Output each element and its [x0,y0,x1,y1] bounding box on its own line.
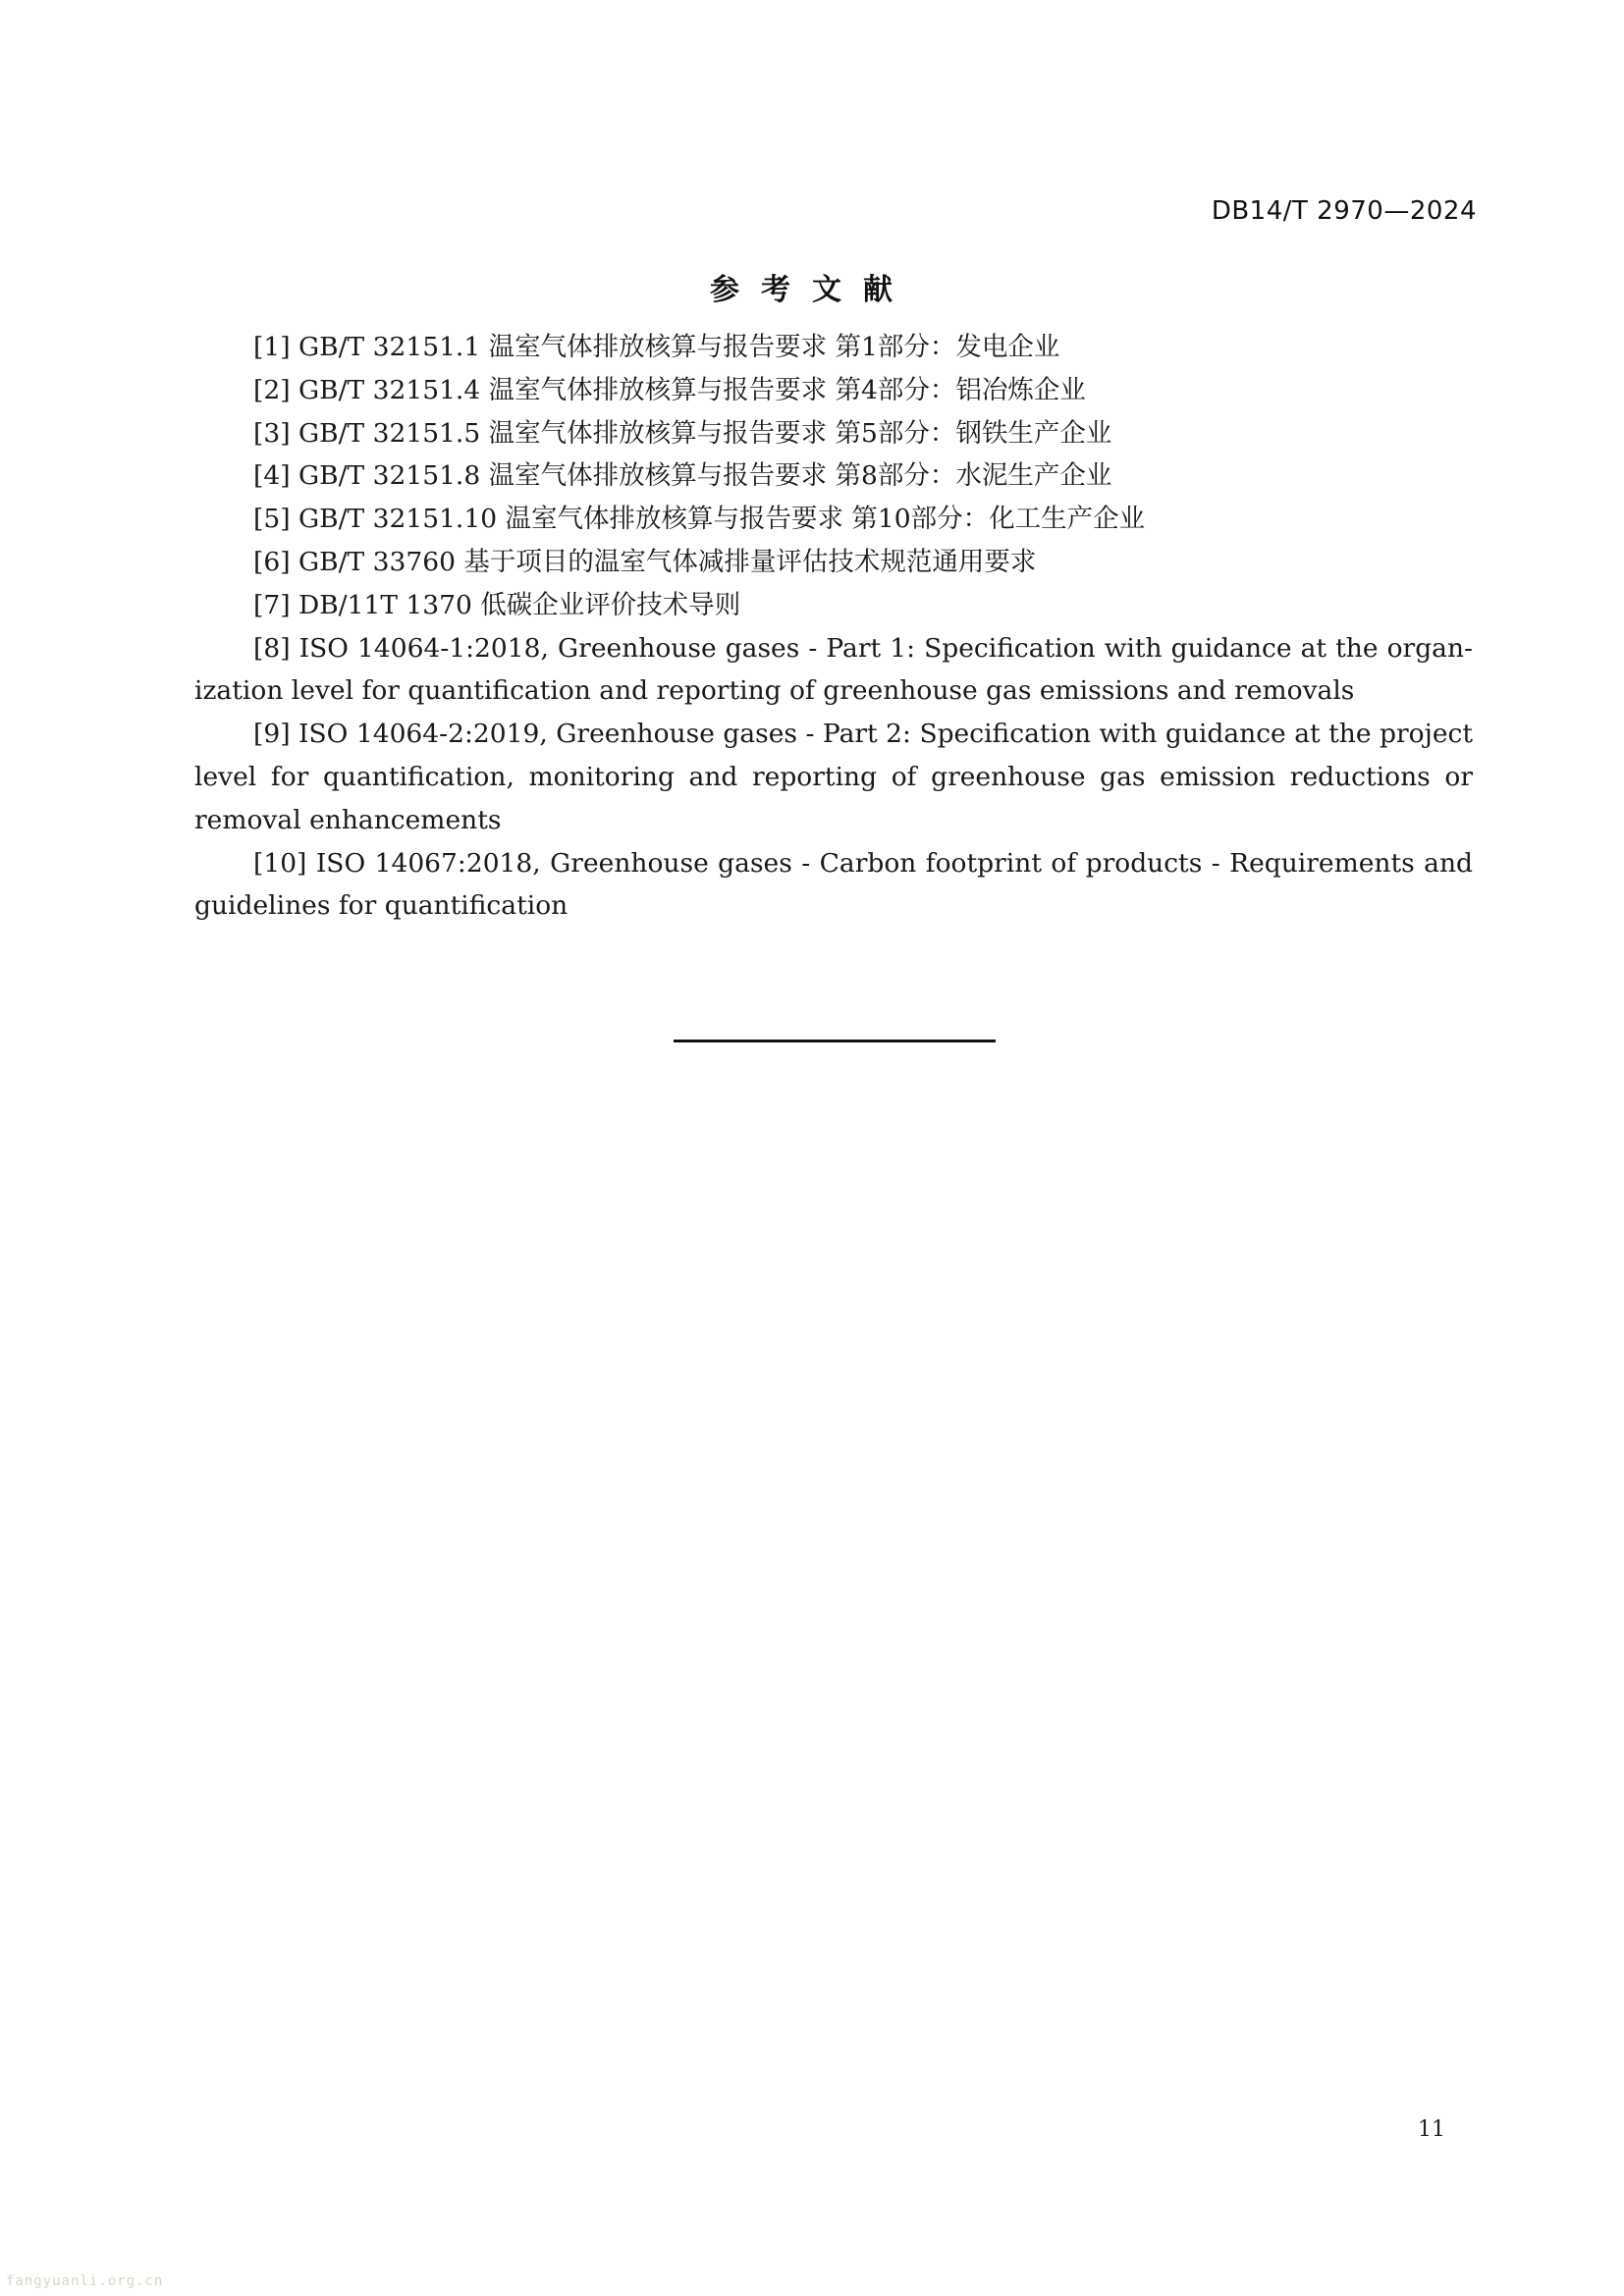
reference-item: [8] ISO 14064-1:2018, Greenhouse gases - Part 1: Specification with guidance at the organ-ization level for quantification and reporting of greenhouse gas emissions and removals [194,632,1473,707]
section-title: 参考文献 [710,273,914,307]
reference-item: [9] ISO 14064-2:2019, Greenhouse gases - Part 2: Specification with guidance at the project level for quantification, monitoring and reporting of greenhouse gas emission reductions or removal enhancements [194,719,1473,835]
reference-item: [4] GB/T 32151.8 温室气体排放核算与报告要求 第8部分：水泥生产企业 [253,460,1112,492]
reference-item: [10] ISO 14067:2018, Greenhouse gases - Carbon footprint of products - Requirements and guidelines for quantification [194,847,1473,922]
watermark: fangyuanli.org.cn [6,2273,164,2289]
reference-item: [7] DB/11T 1370 低碳企业评价技术导则 [253,589,741,620]
reference-list [194,326,1473,928]
page-number: 11 [1418,2117,1445,2142]
reference-item: [3] GB/T 32151.5 温室气体排放核算与报告要求 第5部分：钢铁生产企业 [253,417,1112,449]
document-code: DB14/T 2970—2024 [1211,196,1477,226]
end-of-document-rule [674,1040,996,1042]
reference-item: [1] GB/T 32151.1 温室气体排放核算与报告要求 第1部分：发电企业 [253,332,1060,362]
reference-item: [2] GB/T 32151.4 温室气体排放核算与报告要求 第4部分：铝冶炼企业 [253,374,1086,405]
reference-item: [5] GB/T 32151.10 温室气体排放核算与报告要求 第10部分：化工生产企业 [253,504,1146,535]
reference-item: [6] GB/T 33760 基于项目的温室气体减排量评估技术规范通用要求 [253,546,1037,577]
